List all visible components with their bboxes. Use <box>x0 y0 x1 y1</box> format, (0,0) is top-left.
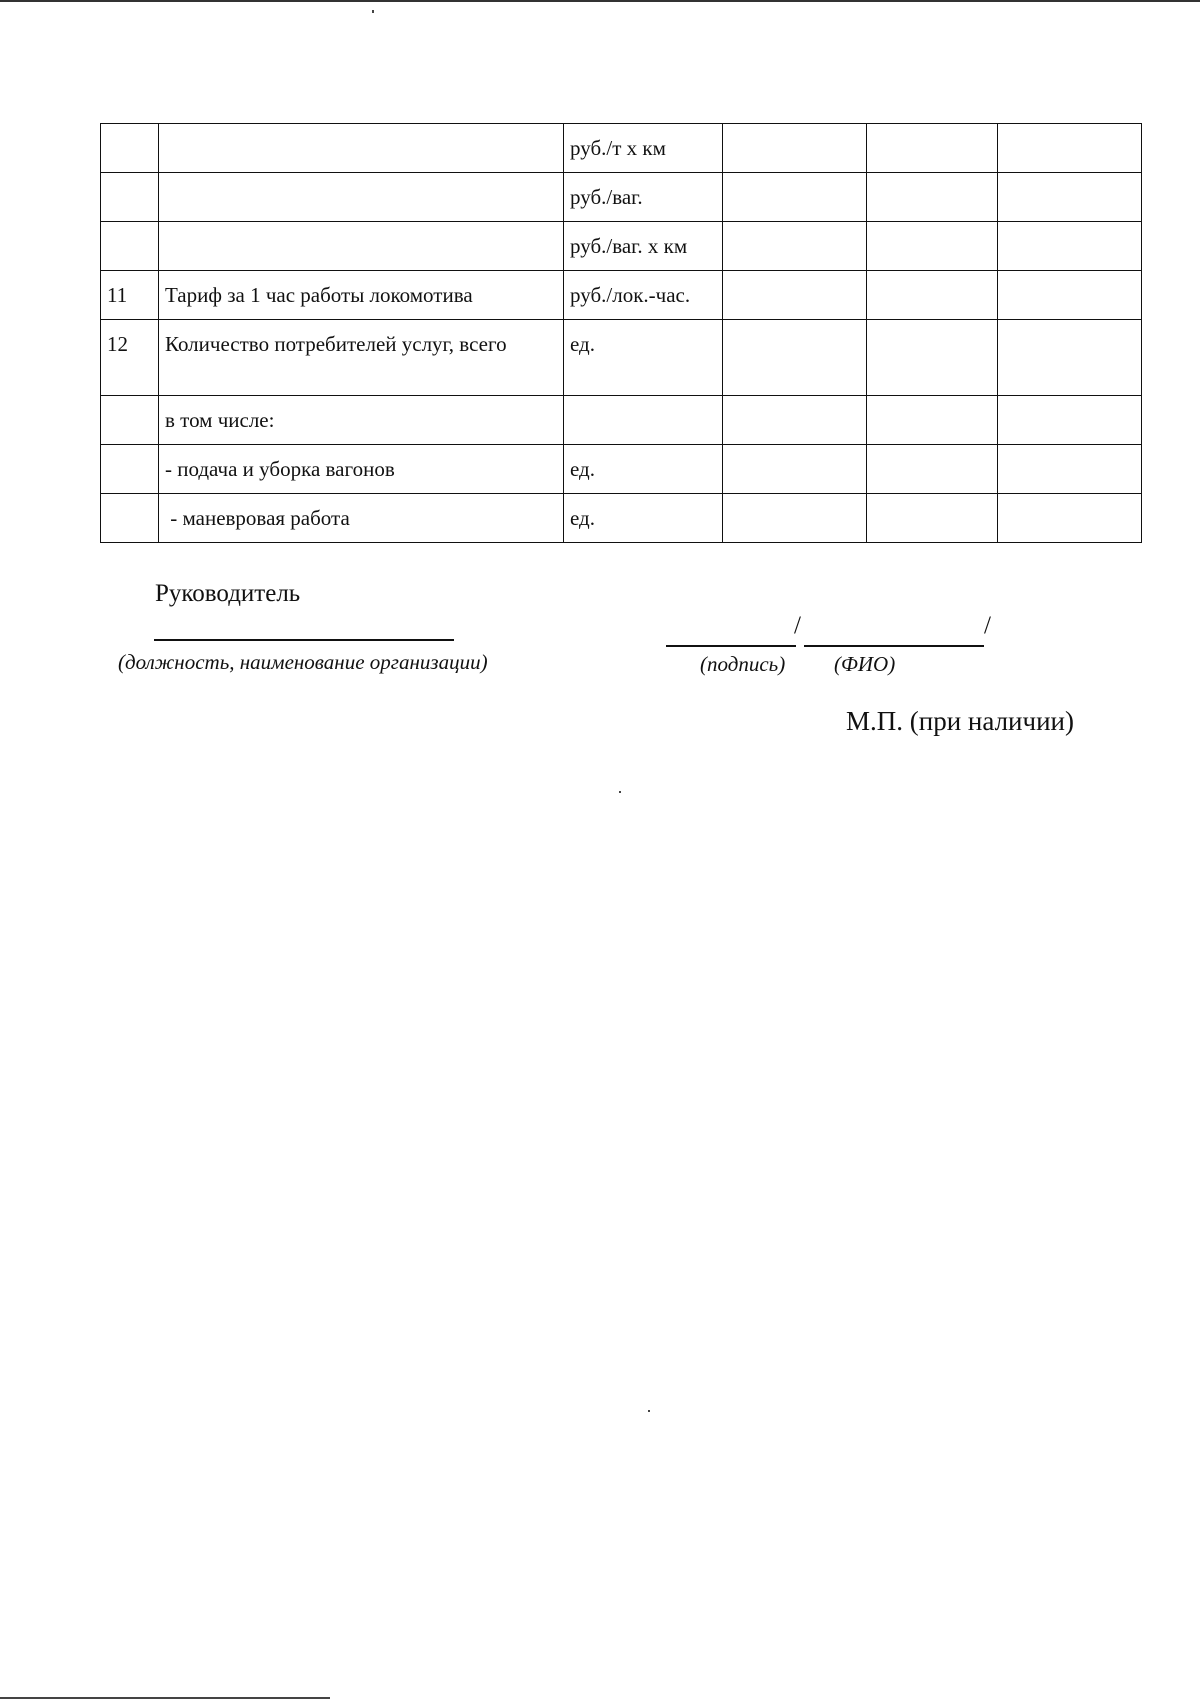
value-cell <box>998 396 1142 445</box>
value-cell <box>723 271 867 320</box>
value-cell <box>723 445 867 494</box>
row-number <box>101 173 159 222</box>
position-caption: (должность, наименование организации) <box>118 650 488 674</box>
signature-line <box>666 645 796 647</box>
fio-slash: / <box>984 612 991 639</box>
value-cell <box>867 494 998 543</box>
scan-edge-top <box>0 0 1200 2</box>
value-cell <box>867 396 998 445</box>
row-unit: ед. <box>564 494 723 543</box>
value-cell <box>998 173 1142 222</box>
row-number: 11 <box>101 271 159 320</box>
scan-speck <box>372 10 374 13</box>
row-unit: руб./т х км <box>564 124 723 173</box>
row-number: 12 <box>101 320 159 396</box>
row-name: Тариф за 1 час работы локомотива <box>159 271 564 320</box>
value-cell <box>723 320 867 396</box>
table-row <box>101 494 1142 543</box>
value-cell <box>867 320 998 396</box>
table-row <box>101 445 1142 494</box>
value-cell <box>867 124 998 173</box>
head-title: Руководитель <box>155 580 301 607</box>
table-row <box>101 222 1142 271</box>
row-number <box>101 396 159 445</box>
row-number <box>101 222 159 271</box>
row-unit: ед. <box>564 445 723 494</box>
sign-caption: (подпись) <box>700 652 786 676</box>
row-name: - маневровая работа <box>159 494 564 543</box>
value-cell <box>998 445 1142 494</box>
value-cell <box>998 222 1142 271</box>
row-unit: руб./ваг. х км <box>564 222 723 271</box>
value-cell <box>723 222 867 271</box>
table-row <box>101 124 1142 173</box>
row-number <box>101 494 159 543</box>
value-cell <box>723 396 867 445</box>
position-line <box>154 639 454 641</box>
fio-caption: (ФИО) <box>834 652 896 676</box>
row-unit: руб./лок.-час. <box>564 271 723 320</box>
table-row <box>101 271 1142 320</box>
value-cell <box>998 271 1142 320</box>
value-cell <box>867 173 998 222</box>
fio-line <box>804 645 984 647</box>
row-name <box>159 124 564 173</box>
value-cell <box>867 222 998 271</box>
table-row <box>101 320 1142 396</box>
tariff-table <box>100 123 1142 543</box>
table-row <box>101 396 1142 445</box>
signature-slash: / <box>794 612 801 639</box>
scan-speck <box>619 791 621 793</box>
row-name: - подача и уборка вагонов <box>159 445 564 494</box>
value-cell <box>998 320 1142 396</box>
row-unit: руб./ваг. <box>564 173 723 222</box>
row-unit: ед. <box>564 320 723 396</box>
value-cell <box>867 445 998 494</box>
row-name: Количество потребителей услуг, всего <box>159 320 564 396</box>
scan-speck <box>648 1410 650 1412</box>
row-number <box>101 124 159 173</box>
row-name <box>159 173 564 222</box>
row-unit <box>564 396 723 445</box>
scan-edge-bottom <box>0 1697 330 1699</box>
row-name <box>159 222 564 271</box>
value-cell <box>998 494 1142 543</box>
row-number <box>101 445 159 494</box>
value-cell <box>723 124 867 173</box>
value-cell <box>867 271 998 320</box>
stamp-note: М.П. (при наличии) <box>846 706 1074 736</box>
table-row <box>101 173 1142 222</box>
value-cell <box>998 124 1142 173</box>
value-cell <box>723 173 867 222</box>
value-cell <box>723 494 867 543</box>
row-name: в том числе: <box>159 396 564 445</box>
